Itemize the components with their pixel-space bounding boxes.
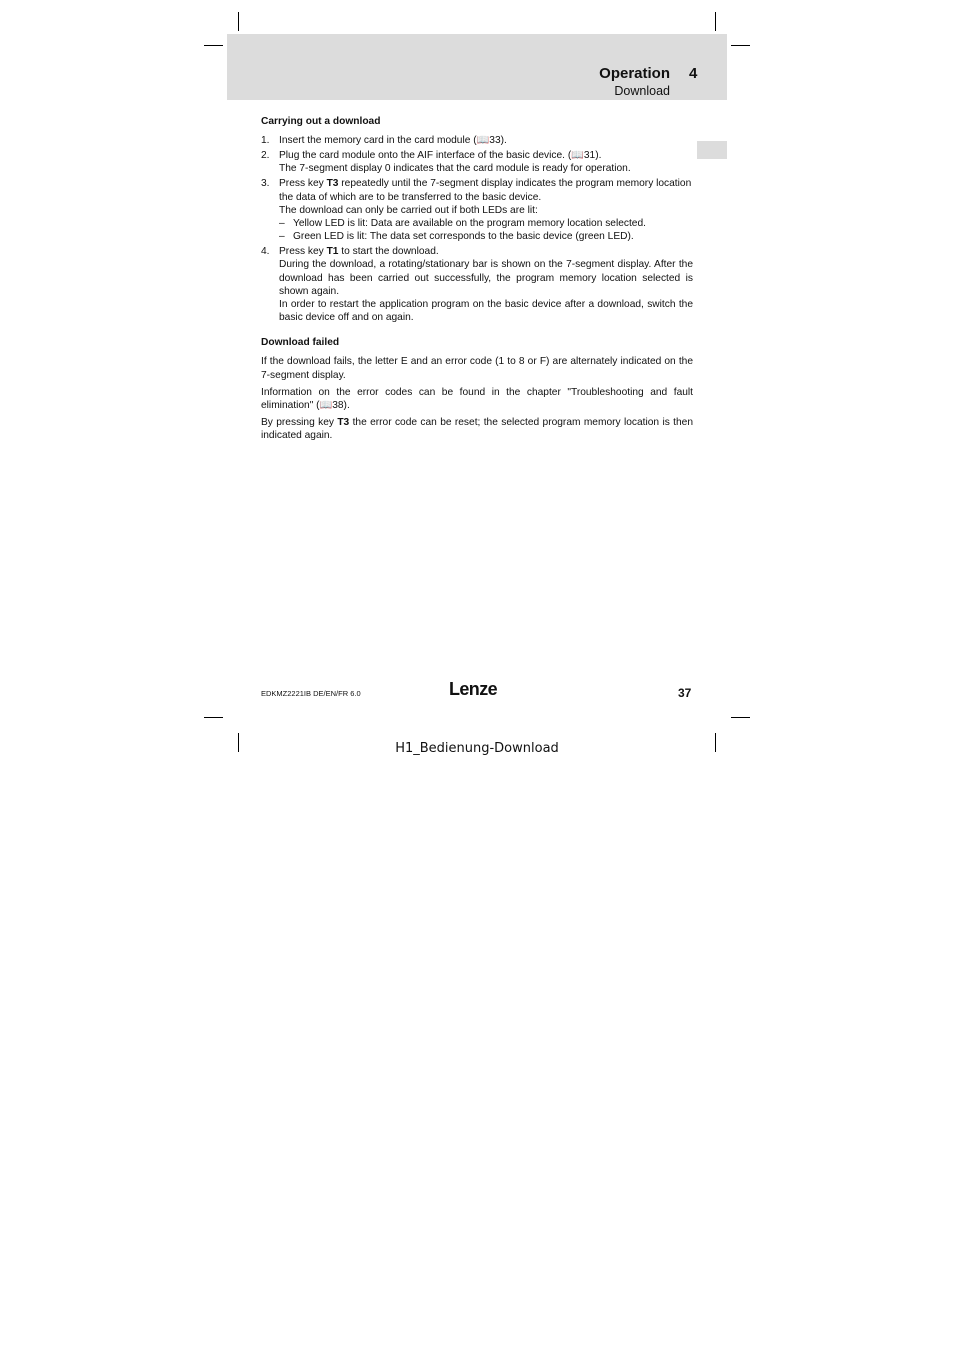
dash-text: Yellow LED is lit: Data are available on the program memory location selected. <box>293 218 646 230</box>
step-note: During the download, a rotating/stationary bar is shown on the 7-segment display. After the download has been carried out successfully, the program memory location selected is shown again. <box>279 259 693 297</box>
paragraph: Information on the error codes can be found in the chapter "Troubleshooting and fault elimination" (📖38). <box>261 386 693 412</box>
step-text: Insert the memory card in the card module (📖33). <box>279 135 507 147</box>
chapter-title: Operation <box>599 65 670 82</box>
section-name: Download <box>614 84 670 98</box>
step-note: In order to restart the application program on the basic device after a download, switch the basic device off and on again. <box>279 299 693 324</box>
list-item <box>261 245 693 324</box>
step-list <box>261 134 693 324</box>
heading-download-failed: Download failed <box>261 337 340 349</box>
step-text: to start the download. <box>338 246 439 258</box>
chapter-number: 4 <box>689 65 698 82</box>
step-text: Press key <box>279 246 327 258</box>
step-text: Plug the card module onto the AIF interface of the basic device. (📖31). <box>279 150 602 162</box>
key-label: T3 <box>326 178 339 190</box>
step-number: 2. <box>261 150 270 162</box>
heading-carrying-out-download: Carrying out a download <box>261 116 381 127</box>
list-item <box>261 134 693 147</box>
main-content <box>261 115 693 443</box>
paragraph: By pressing key T3 the error code can be reset; the selected program memory location is then indicated again. <box>261 417 693 442</box>
crop-mark <box>731 717 750 718</box>
crop-mark <box>238 12 239 31</box>
paragraph: If the download fails, the letter E and an error code (1 to 8 or F) are alternately indicated on the 7-segment display. <box>261 356 693 381</box>
step-note: The 7-segment display 0 indicates that the card module is ready for operation. <box>279 163 631 175</box>
list-item <box>261 177 693 243</box>
chapter-side-tab <box>697 141 727 159</box>
file-label: H1_Bedienung-Download <box>395 741 559 756</box>
list-item <box>261 149 693 175</box>
dash-item: – Yellow LED is lit: Data are available on the program memory location selected. <box>279 218 646 230</box>
step-number: 4. <box>261 246 270 258</box>
document-code: EDKMZ2221IB DE/EN/FR 6.0 <box>261 689 361 698</box>
key-label: T3 <box>337 417 350 429</box>
crop-mark <box>731 45 750 46</box>
crop-mark <box>715 12 716 31</box>
step-number: 1. <box>261 135 270 147</box>
step-text: Press key <box>279 178 327 190</box>
step-note: The download can only be carried out if both LEDs are lit: <box>279 204 538 216</box>
page-number: 37 <box>678 686 692 700</box>
key-label: T1 <box>326 246 339 258</box>
step-number: 3. <box>261 178 270 190</box>
dash-text: Green LED is lit: The data set corresponds to the basic device (green LED). <box>293 231 634 243</box>
crop-mark <box>204 45 223 46</box>
step-text: repeatedly until the 7-segment display indicates the program memory location the data of which are to be transferred to the basic device. <box>279 178 692 203</box>
crop-mark <box>204 717 223 718</box>
dash-item: – Green LED is lit: The data set corresponds to the basic device (green LED). <box>279 231 634 243</box>
lenze-logo: Lenze <box>449 679 498 699</box>
